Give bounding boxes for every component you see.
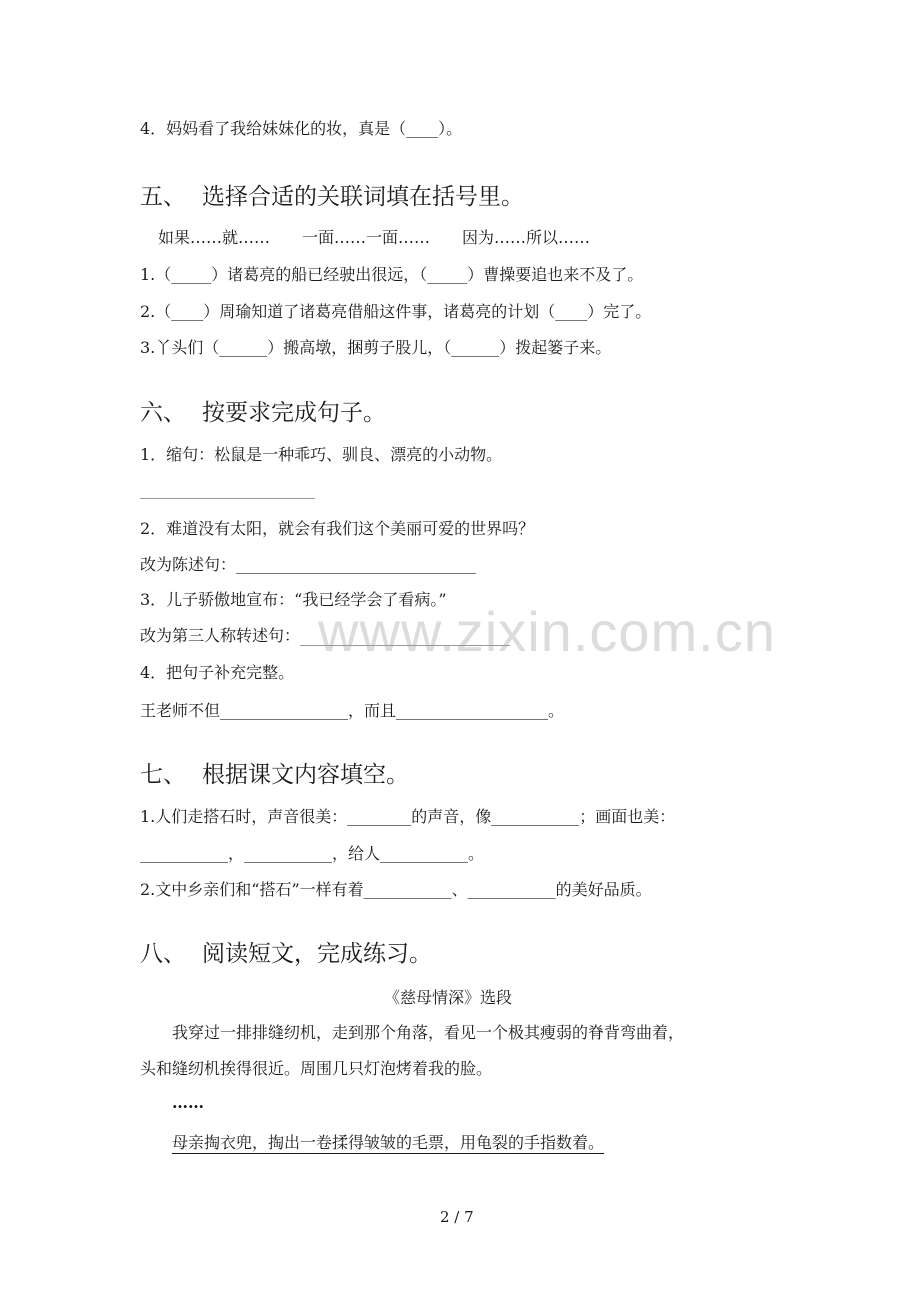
underlined-sentence: 母亲掏衣兜，掏出一卷揉得皱皱的毛票，用龟裂的手指数着。: [172, 1133, 605, 1152]
question-line: 3.丫头们（______）搬高墩，捆剪子股儿，（______）拨起篓子来。: [140, 338, 612, 357]
section-number: 六、: [140, 400, 186, 426]
question-line: 3．儿子骄傲地宣布：“我已经学会了看病。”: [140, 590, 447, 609]
question-line: 4．妈妈看了我给妹妹化的妆，真是（____）。: [140, 119, 463, 138]
section-number: 五、: [140, 184, 186, 210]
section-title: 根据课文内容填空。: [202, 762, 409, 788]
question-line: 1.人们走搭石时，声音很美：________的声音，像___________；画面也美：: [140, 807, 676, 826]
section-number: 八、: [140, 941, 186, 967]
question-line: 4．把句子补充完整。: [140, 663, 295, 682]
question-line: 2．难道没有太阳，就会有我们这个美丽可爱的世界吗？: [140, 519, 535, 538]
answer-line: [300, 645, 510, 646]
question-line: 1.（_____）诸葛亮的船已经驶出很远，（_____）曹操要追也来不及了。: [140, 265, 644, 284]
section-title: 阅读短文，完成练习。: [202, 941, 432, 967]
watermark: www.zixin.com.cn: [318, 600, 776, 663]
section-heading-7: [140, 760, 409, 790]
section-heading-5: [140, 182, 524, 212]
answer-prompt: 改为第三人称转述句：: [140, 626, 301, 645]
question-line: 2.文中乡亲们和“搭石”一样有着___________、___________的美好品质。: [140, 880, 652, 899]
paragraph-line: 我穿过一排排缝纫机，走到那个角落，看见一个极其瘦弱的脊背弯曲着，: [172, 1023, 685, 1042]
question-line: ___________，___________，给人___________。: [140, 844, 485, 863]
section-heading-6: [140, 398, 386, 428]
answer-prompt: 王老师不但________________，而且___________________。: [140, 701, 565, 720]
word-bank: 如果……就…… 一面……一面…… 因为……所以……: [158, 228, 591, 247]
section-title: 选择合适的关联词填在括号里。: [202, 184, 524, 210]
question-line: 1．缩句：松鼠是一种乖巧、驯良、漂亮的小动物。: [140, 445, 503, 464]
section-number: 七、: [140, 762, 186, 788]
answer-prompt: 改为陈述句：______________________________: [140, 555, 477, 574]
question-line: 2.（____）周瑜知道了诸葛亮借船这件事，诸葛亮的计划（____）完了。: [140, 302, 652, 321]
section-heading-8: [140, 939, 432, 969]
section-title: 按要求完成句子。: [202, 400, 386, 426]
page-number: 2 / 7: [440, 1208, 474, 1226]
ellipsis: ……: [172, 1093, 204, 1112]
article-title: 《慈母情深》选段: [384, 988, 513, 1007]
answer-line: [140, 498, 315, 499]
paragraph-line: 头和缝纫机挨得很近。周围几只灯泡烤着我的脸。: [140, 1059, 493, 1078]
